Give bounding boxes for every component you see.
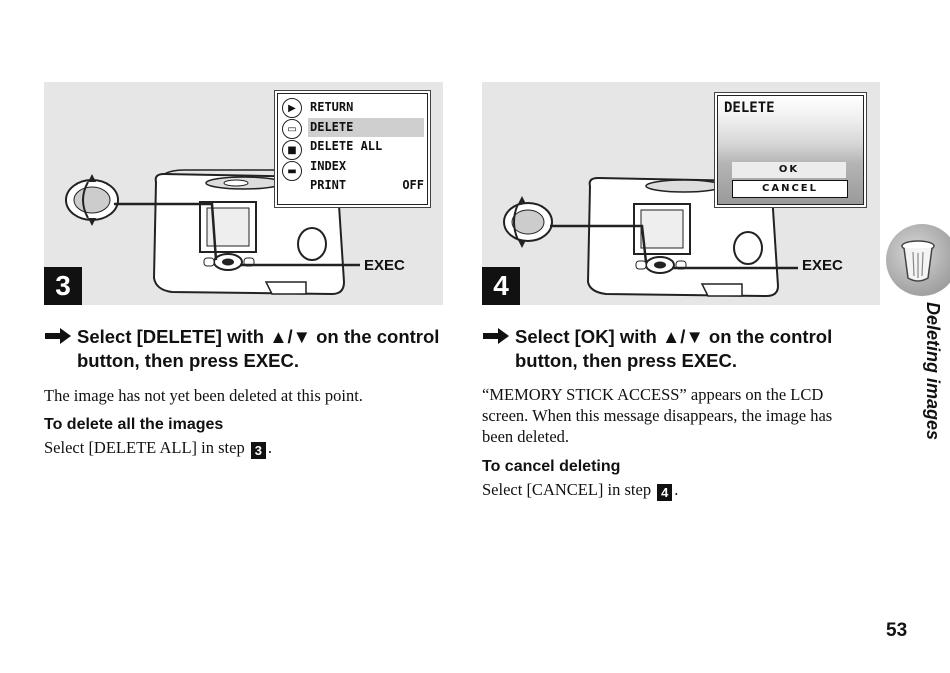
arrow-right-icon bbox=[482, 325, 512, 347]
camera-menu bbox=[277, 93, 428, 205]
arrow-right-icon bbox=[44, 325, 74, 347]
step4-illustration bbox=[482, 82, 880, 305]
step-badge: 3 bbox=[44, 267, 82, 305]
section-label: Deleting images bbox=[923, 302, 943, 441]
step4-subhead: To cancel deleting bbox=[482, 458, 621, 475]
menu-item-delete[interactable]: DELETE bbox=[308, 118, 424, 138]
trash-icon bbox=[886, 224, 950, 296]
step3-heading: Select [DELETE] with ▲/▼ on the control button, then press EXEC. bbox=[44, 325, 444, 375]
step-badge: 4 bbox=[482, 267, 520, 305]
delete-dialog bbox=[717, 95, 864, 205]
memory-icon: ▬ bbox=[282, 161, 302, 181]
step4-body: “MEMORY STICK ACCESS” appears on the LCD screen. When this message disappears, the image has been deleted. bbox=[482, 385, 833, 446]
print-value: OFF bbox=[402, 178, 424, 192]
step4-sub-body: Select [CANCEL] in step 4 . bbox=[482, 480, 679, 500]
step3-body: The image has not yet been deleted at this point. bbox=[44, 386, 363, 405]
exec-label: EXEC bbox=[802, 257, 843, 274]
play-icon: ▶ bbox=[282, 98, 302, 118]
inline-step-badge: 4 bbox=[657, 484, 672, 501]
ok-button[interactable]: OK bbox=[732, 162, 846, 178]
menu-item-index[interactable]: INDEX bbox=[310, 158, 347, 173]
menu-item-return[interactable]: RETURN bbox=[310, 100, 354, 114]
exec-label: EXEC bbox=[364, 257, 405, 274]
inline-step-badge: 3 bbox=[251, 442, 266, 459]
step4-heading: Select [OK] with ▲/▼ on the control button, then press EXEC. bbox=[482, 325, 882, 375]
section-tab bbox=[886, 224, 950, 296]
display-icon: ▭ bbox=[282, 119, 302, 139]
step3-illustration bbox=[44, 82, 443, 305]
menu-item-print[interactable]: PRINT OFF bbox=[308, 176, 424, 196]
dialog-title: DELETE bbox=[724, 100, 775, 116]
menu-icons bbox=[282, 98, 304, 182]
step3-subhead: To delete all the images bbox=[44, 416, 224, 433]
toolbox-icon: ■ bbox=[282, 140, 302, 160]
cancel-button[interactable]: CANCEL bbox=[732, 180, 848, 198]
step3-sub-body: Select [DELETE ALL] in step 3 . bbox=[44, 438, 272, 458]
menu-item-delete-all[interactable]: DELETE ALL bbox=[310, 139, 383, 153]
page-number: 53 bbox=[886, 620, 908, 641]
